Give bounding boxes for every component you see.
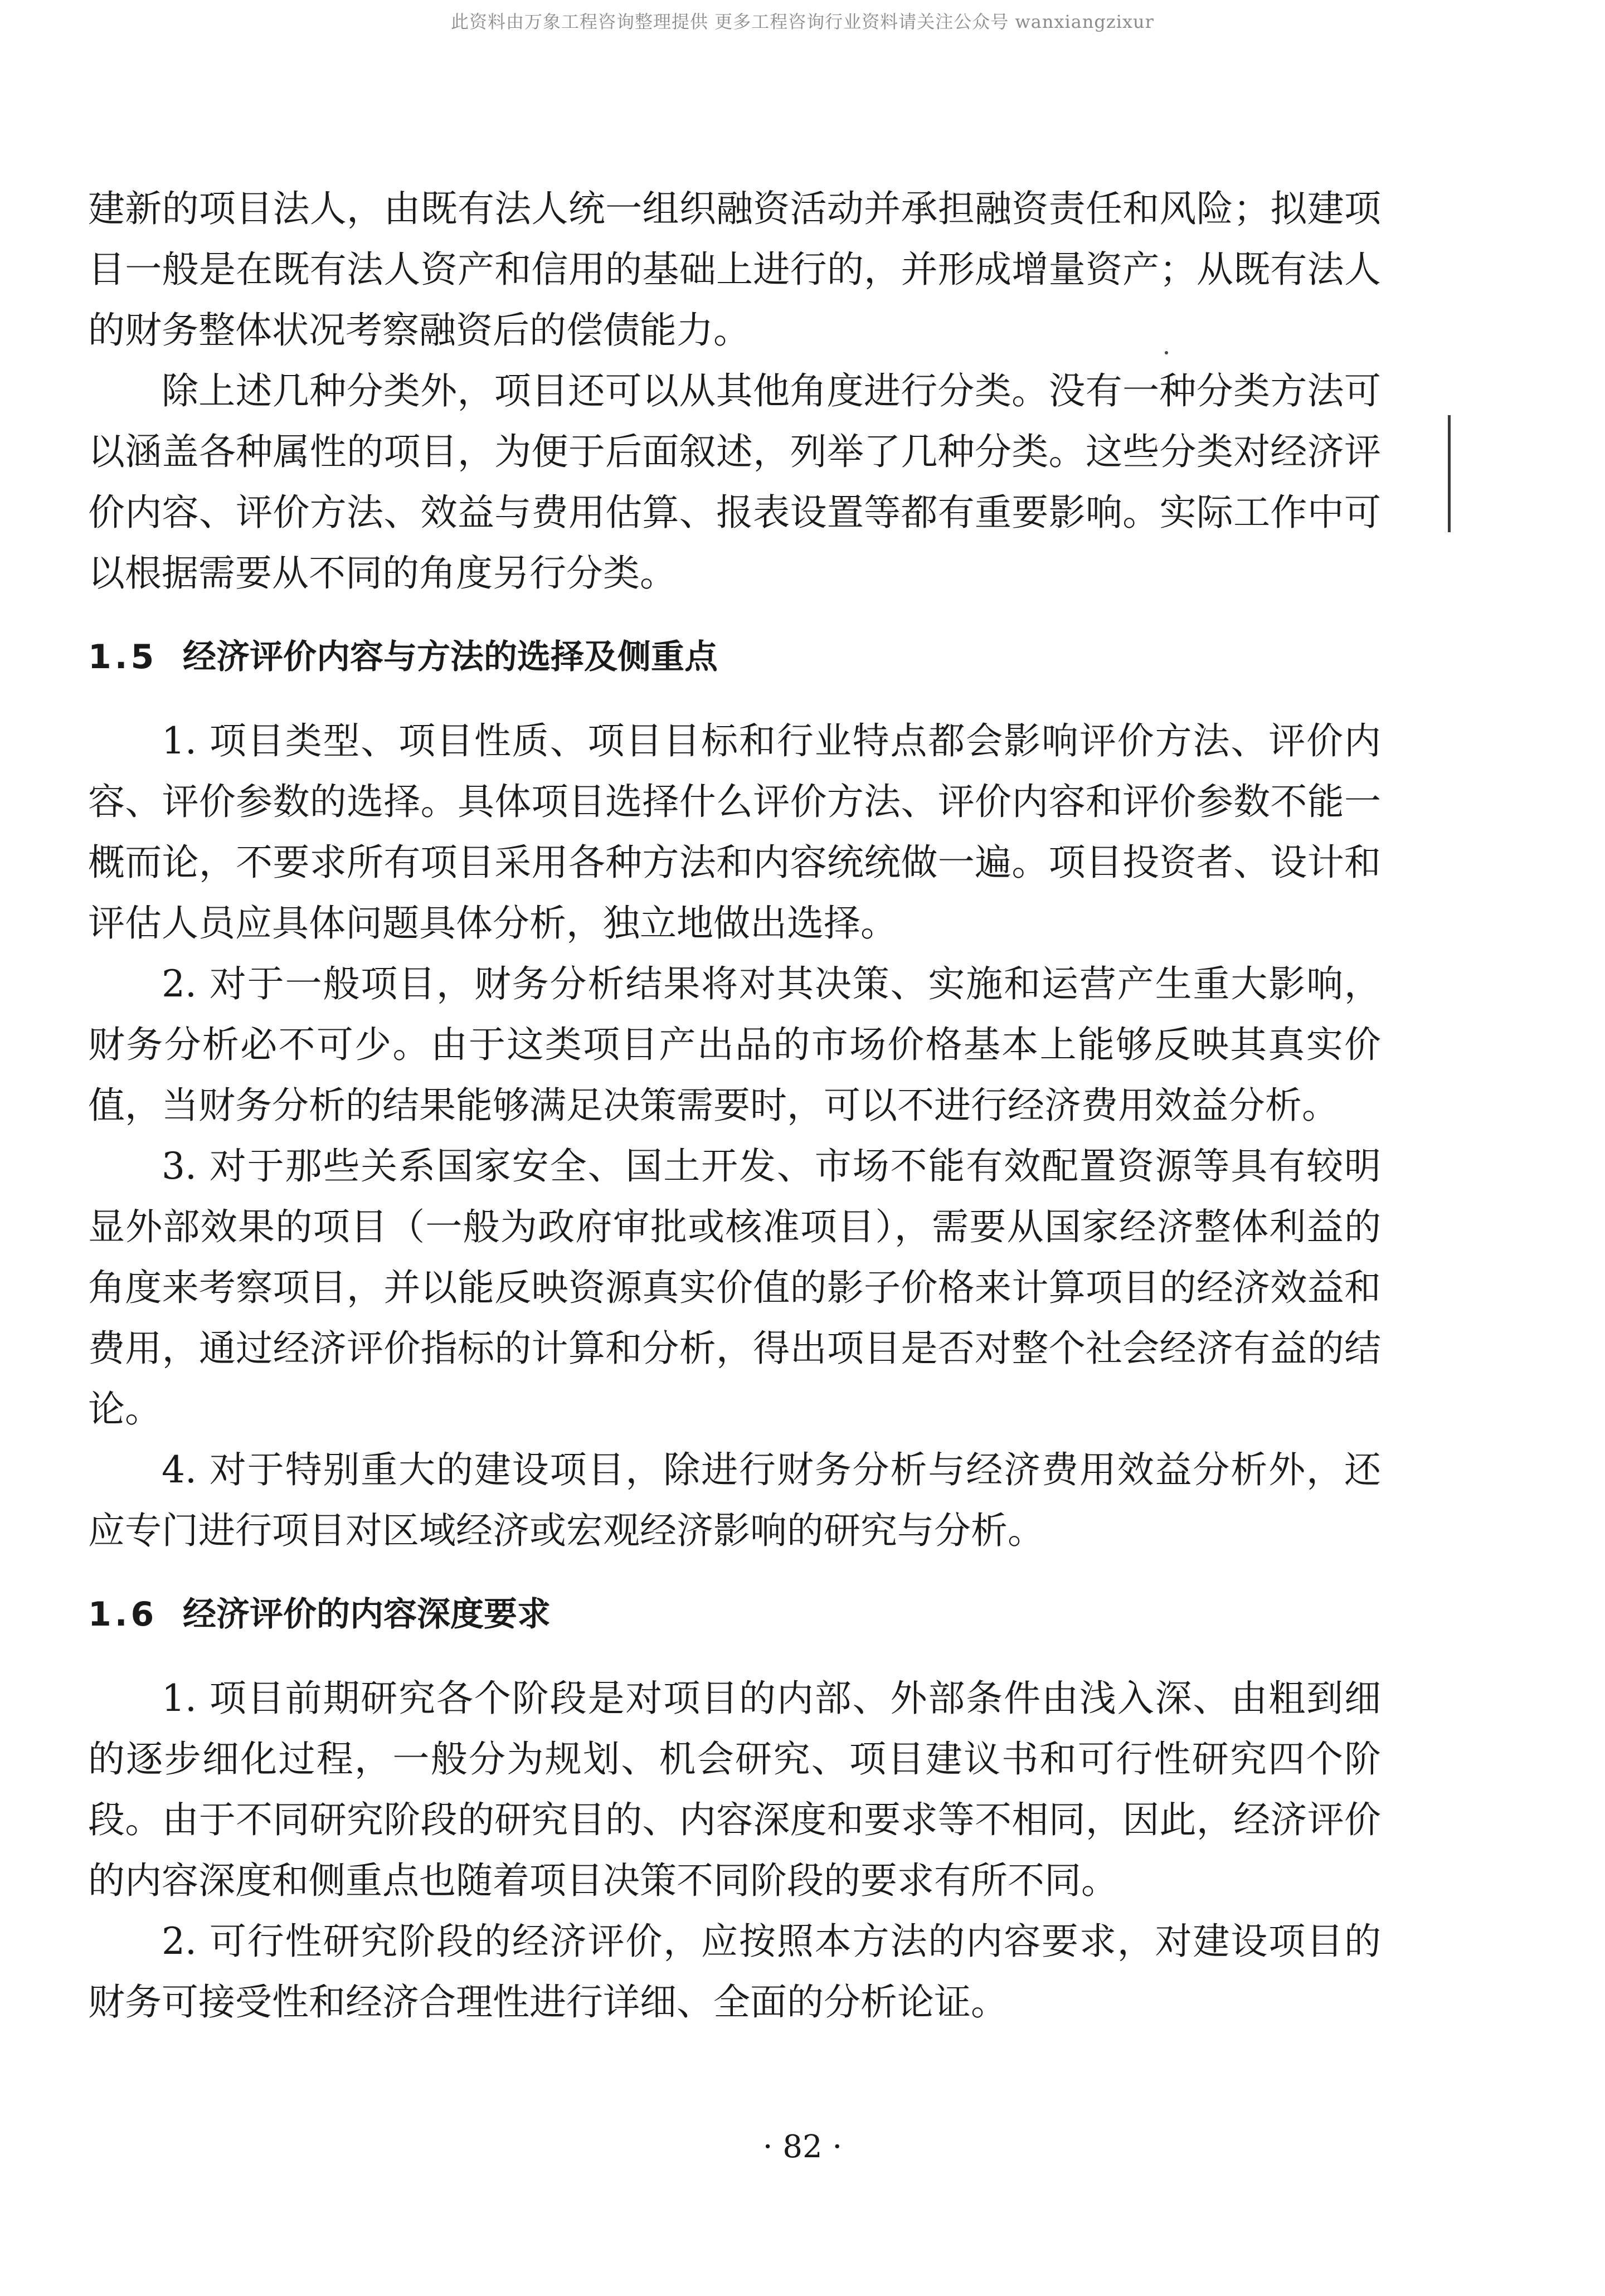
section-title: 经济评价内容与方法的选择及侧重点 bbox=[183, 638, 718, 677]
section-1-5-paragraph-2: 2. 对于一般项目，财务分析结果将对其决策、实施和运营产生重大影响，财务分析必不可少。由于这类项目产出品的市场价格基本上能够反映其真实价值，当财务分析的结果能够满足决策需要时，可以不进行经济费用效益分析。 bbox=[88, 962, 1381, 1127]
section-1-5-paragraph-4: 4. 对于特别重大的建设项目，除进行财务分析与经济费用效益分析外，还应专门进行项目对区域经济或宏观经济影响的研究与分析。 bbox=[88, 1448, 1381, 1552]
section-1-6-paragraph-2: 2. 可行性研究阶段的经济评价，应按照本方法的内容要求，对建设项目的财务可接受性和经济合理性进行详细、全面的分析论证。 bbox=[88, 1920, 1381, 2023]
page-content bbox=[88, 178, 1381, 2032]
section-number: 1.5 bbox=[88, 638, 158, 677]
page-number: · 82 · bbox=[762, 2129, 843, 2165]
section-title: 经济评价的内容深度要求 bbox=[183, 1595, 551, 1634]
section-1-5-paragraph-3: 3. 对于那些关系国家安全、国土开发、市场不能有效配置资源等具有较明显外部效果的项目（一般为政府审批或核准项目），需要从国家经济整体利益的角度来考察项目，并以能反映资源真实价值的影子价格来计算项目的经济效益和费用，通过经济评价指标的计算和分析，得出项目是否对整个社会经济有益的结论。 bbox=[88, 1145, 1381, 1431]
intro-paragraph-1: 建新的项目法人，由既有法人统一组织融资活动并承担融资责任和风险；拟建项目一般是在既有法人资产和信用的基础上进行的，并形成增量资产；从既有法人的财务整体状况考察融资后的偿债能力。 bbox=[88, 187, 1381, 352]
header-watermark: 此资料由万象工程咨询整理提供 更多工程咨询行业资料请关注公众号 wanxiangzixur bbox=[451, 11, 1154, 32]
section-number: 1.6 bbox=[88, 1595, 158, 1634]
section-heading-1-6 bbox=[88, 1592, 1381, 1637]
margin-change-bar bbox=[1448, 415, 1451, 532]
intro-paragraph-2: 除上述几种分类外，项目还可以从其他角度进行分类。没有一种分类方法可以涵盖各种属性的项目，为便于后面叙述，列举了几种分类。这些分类对经济评价内容、评价方法、效益与费用估算、报表设置等都有重要影响。实际工作中可以根据需要从不同的角度另行分类。 bbox=[88, 369, 1381, 595]
section-1-5-paragraph-1: 1. 项目类型、项目性质、项目目标和行业特点都会影响评价方法、评价内容、评价参数的选择。具体项目选择什么评价方法、评价内容和评价参数不能一概而论，不要求所有项目采用各种方法和内容统统做一遍。项目投资者、设计和评估人员应具体问题具体分析，独立地做出选择。 bbox=[88, 719, 1381, 945]
section-1-6-paragraph-1: 1. 项目前期研究各个阶段是对项目的内部、外部条件由浅入深、由粗到细的逐步细化过程，一般分为规划、机会研究、项目建议书和可行性研究四个阶段。由于不同研究阶段的研究目的、内容深度和要求等不相同，因此，经济评价的内容深度和侧重点也随着项目决策不同阶段的要求有所不同。 bbox=[88, 1677, 1381, 1902]
section-heading-1-5 bbox=[88, 635, 1381, 679]
